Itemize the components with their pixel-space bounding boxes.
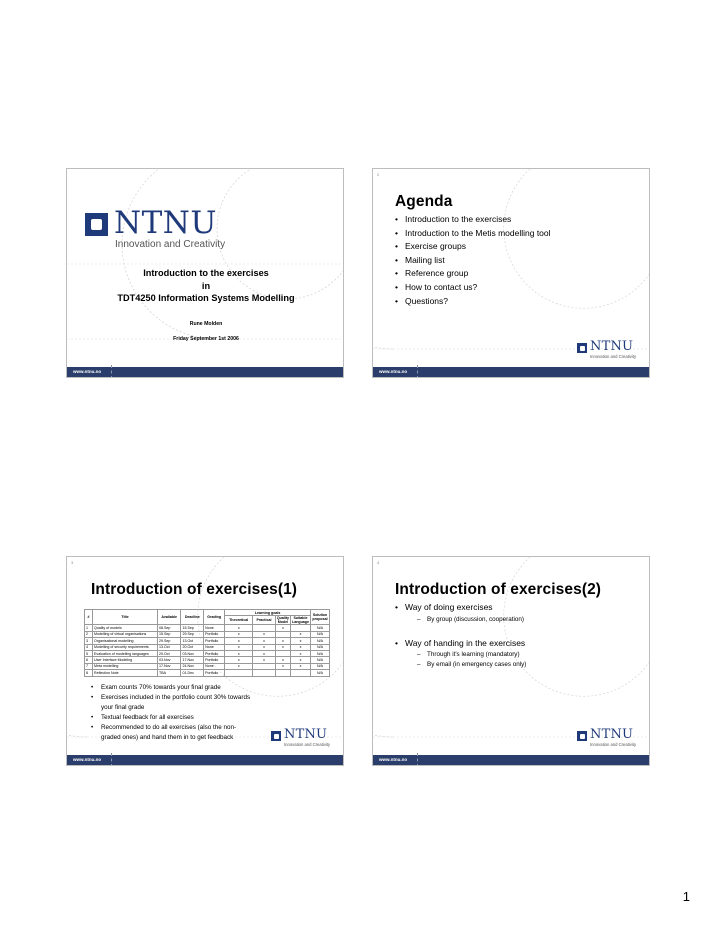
table-cell: Portfolio xyxy=(204,650,225,656)
table-cell: 17.Nov xyxy=(181,657,204,663)
table-cell: x xyxy=(291,657,311,663)
slide-4 xyxy=(372,556,650,766)
sub-list xyxy=(405,650,526,670)
table-cell: 29.Sep xyxy=(181,631,204,637)
list-item: • Mailing list xyxy=(395,254,551,268)
table-cell: 08.Sep xyxy=(158,625,181,631)
table-cell: Portfolio xyxy=(204,657,225,663)
table-cell xyxy=(225,670,253,676)
table-body xyxy=(85,625,330,676)
table-cell: N/A xyxy=(311,670,330,676)
table-cell: x xyxy=(291,631,311,637)
list-item: • Textual feedback for all exercises xyxy=(91,713,251,723)
slide-title-block xyxy=(67,267,344,305)
list-item: • Recommended to do all exercises (also the non-graded ones) and hand them in to get feedback xyxy=(91,723,251,743)
table-cell: None xyxy=(204,625,225,631)
table-cell: x xyxy=(225,625,253,631)
table-cell: 8 xyxy=(85,670,93,676)
logo-tagline: Innovation and Creativity xyxy=(115,239,226,250)
table-cell: Portfolio xyxy=(204,638,225,644)
list-item: • Reference group xyxy=(395,267,551,281)
list-item: • Exam counts 70% towards your final grade xyxy=(91,683,251,693)
table-cell: 24.Nov xyxy=(181,663,204,669)
table-cell: 20.Oct xyxy=(158,650,181,656)
list-item: • Questions? xyxy=(395,295,551,309)
table-cell: x xyxy=(275,625,290,631)
table-cell: x xyxy=(291,650,311,656)
table-cell xyxy=(291,670,311,676)
table-cell: 7 xyxy=(85,663,93,669)
list-item: • Introduction to the exercises xyxy=(395,213,551,227)
table-cell: 17.Nov xyxy=(158,663,181,669)
list-item xyxy=(395,637,526,671)
col-header: # xyxy=(85,610,93,625)
table-cell: N/A xyxy=(311,625,330,631)
table-cell: N/A xyxy=(311,650,330,656)
agenda-list xyxy=(395,213,551,308)
logo-name: NTNU xyxy=(590,339,634,354)
table-cell: Organisational modelling xyxy=(93,638,158,644)
footer-url: www.ntnu.no xyxy=(379,757,408,762)
table-cell: x xyxy=(225,638,253,644)
list-item xyxy=(395,601,526,625)
slide-number: 3 xyxy=(71,560,74,565)
table-cell: x xyxy=(275,638,290,644)
title-line-3: TDT4250 Information Systems Modelling xyxy=(117,293,295,303)
footer-url: www.ntnu.no xyxy=(73,757,102,762)
list-item: • Exercise groups xyxy=(395,240,551,254)
logo-name: NTNU xyxy=(114,205,218,241)
point-text: Way of handing in the exercises xyxy=(405,637,526,648)
ntnu-logo-small xyxy=(271,728,336,750)
footer-bar xyxy=(67,367,343,377)
table-cell xyxy=(275,670,290,676)
col-header: Suitable Language xyxy=(292,616,310,625)
table-cell: x xyxy=(225,663,253,669)
slide-1 xyxy=(66,168,344,378)
slide-2 xyxy=(372,168,650,378)
bullet-list xyxy=(91,683,251,743)
table-cell: x xyxy=(253,644,276,650)
table-cell: 13.Oct xyxy=(181,638,204,644)
slide-number: 4 xyxy=(377,560,380,565)
ntnu-logo-small xyxy=(577,728,642,750)
slide-number: 2 xyxy=(377,172,380,177)
table-cell: x xyxy=(225,657,253,663)
page-number: 1 xyxy=(682,889,690,904)
table-cell: 15.Sep xyxy=(158,631,181,637)
date: Friday September 1st 2006 xyxy=(173,336,239,342)
table-cell: 29.Sep xyxy=(158,638,181,644)
list-item: • Introduction to the Metis modelling tool xyxy=(395,227,551,241)
footer-url: www.ntnu.no xyxy=(379,369,408,374)
table-cell: Meta modelling xyxy=(93,663,158,669)
table-row xyxy=(85,670,330,676)
table-cell: x xyxy=(291,638,311,644)
footer-url: www.ntnu.no xyxy=(73,369,102,374)
list-item: • How to contact us? xyxy=(395,281,551,295)
table-cell: None xyxy=(204,644,225,650)
footer-bar xyxy=(373,367,649,377)
table-cell: x xyxy=(225,644,253,650)
title-line-1: Introduction to the exercises xyxy=(143,268,269,278)
ntnu-square-icon xyxy=(271,731,281,741)
col-header: Solution proposal xyxy=(311,610,330,625)
table-cell xyxy=(253,670,276,676)
table-cell: 03.Nov xyxy=(158,657,181,663)
table-cell: N/A xyxy=(311,644,330,650)
slide-title: Introduction of exercises(2) xyxy=(395,581,602,598)
col-header: Theoretical xyxy=(225,616,253,625)
ntnu-square-icon xyxy=(577,343,587,353)
col-header: Quality Model xyxy=(276,616,290,625)
slide-3 xyxy=(66,556,344,766)
table-cell: Portfolio xyxy=(204,670,225,676)
table-cell: Reflection Note xyxy=(93,670,158,676)
table-cell: x xyxy=(225,650,253,656)
logo-name: NTNU xyxy=(590,727,634,742)
table-cell: 5 xyxy=(85,650,93,656)
ntnu-square-icon xyxy=(85,213,108,236)
table-cell: 15.Sep xyxy=(181,625,204,631)
table-cell: N/A xyxy=(311,631,330,637)
table-cell: 2 xyxy=(85,631,93,637)
col-header: Deadline xyxy=(181,610,204,625)
table-cell: 6 xyxy=(85,657,93,663)
table-cell: x xyxy=(291,644,311,650)
table-cell: x xyxy=(253,631,276,637)
author: Rune Molden xyxy=(189,321,223,327)
table-cell: 13.Oct xyxy=(158,644,181,650)
table-cell: Modelling of virtual organisations xyxy=(93,631,158,637)
col-header: Grading xyxy=(204,610,225,625)
table-cell: 1 xyxy=(85,625,93,631)
logo-tagline: Innovation and Creativity xyxy=(284,742,331,747)
learning-goals-header: Learning goals xyxy=(225,610,311,616)
col-header: Available xyxy=(158,610,181,625)
exercise-table xyxy=(84,609,330,677)
list-item: • Exercises included in the portfolio count 30% towards your final grade xyxy=(91,693,251,713)
table-cell: Quality of models xyxy=(93,625,158,631)
sub-list xyxy=(405,615,526,625)
table-cell: N/A xyxy=(311,638,330,644)
logo-tagline: Innovation and Creativity xyxy=(590,742,637,747)
ntnu-logo-small xyxy=(577,340,642,362)
footer-bar xyxy=(67,755,343,765)
col-header: Title xyxy=(93,610,158,625)
table-cell: N/A xyxy=(311,657,330,663)
col-header: Practical xyxy=(253,616,276,625)
table-cell: 4 xyxy=(85,644,93,650)
slide-title: Agenda xyxy=(395,193,453,210)
table-cell: 01.Dec xyxy=(181,670,204,676)
table-cell: x xyxy=(253,638,276,644)
table-cell: User Interface Modeling xyxy=(93,657,158,663)
bullet-list xyxy=(395,601,526,670)
table-cell: 20.Oct xyxy=(181,644,204,650)
table-cell: x xyxy=(225,631,253,637)
logo-name: NTNU xyxy=(284,727,328,742)
table-cell: N/A xyxy=(311,663,330,669)
sub-list-item: – By group (discussion, cooperation) xyxy=(405,615,526,625)
table-cell: Modelling of security requirements xyxy=(93,644,158,650)
table-cell: x xyxy=(291,663,311,669)
table-cell: 03.Nov xyxy=(181,650,204,656)
table-cell: TBA xyxy=(158,670,181,676)
table-cell: Evaluation of modelling languages xyxy=(93,650,158,656)
ntnu-square-icon xyxy=(577,731,587,741)
footer-bar xyxy=(373,755,649,765)
table-cell: x xyxy=(275,663,290,669)
ntnu-logo-large xyxy=(85,205,245,251)
table-cell: x xyxy=(253,657,276,663)
logo-tagline: Innovation and Creativity xyxy=(590,354,637,359)
point-text: Way of doing exercises xyxy=(405,602,493,612)
title-line-2: in xyxy=(201,280,211,291)
table-cell: x xyxy=(253,650,276,656)
sub-list-item: – By email (in emergency cases only) xyxy=(405,660,526,670)
table-cell: Portfolio xyxy=(204,631,225,637)
table-cell: x xyxy=(275,657,290,663)
sub-list-item: – Through it's learning (mandatory) xyxy=(405,650,526,660)
table-cell: 3 xyxy=(85,638,93,644)
table-cell: x xyxy=(275,644,290,650)
slide-title: Introduction of exercises(1) xyxy=(91,581,298,598)
table-cell: None xyxy=(204,663,225,669)
